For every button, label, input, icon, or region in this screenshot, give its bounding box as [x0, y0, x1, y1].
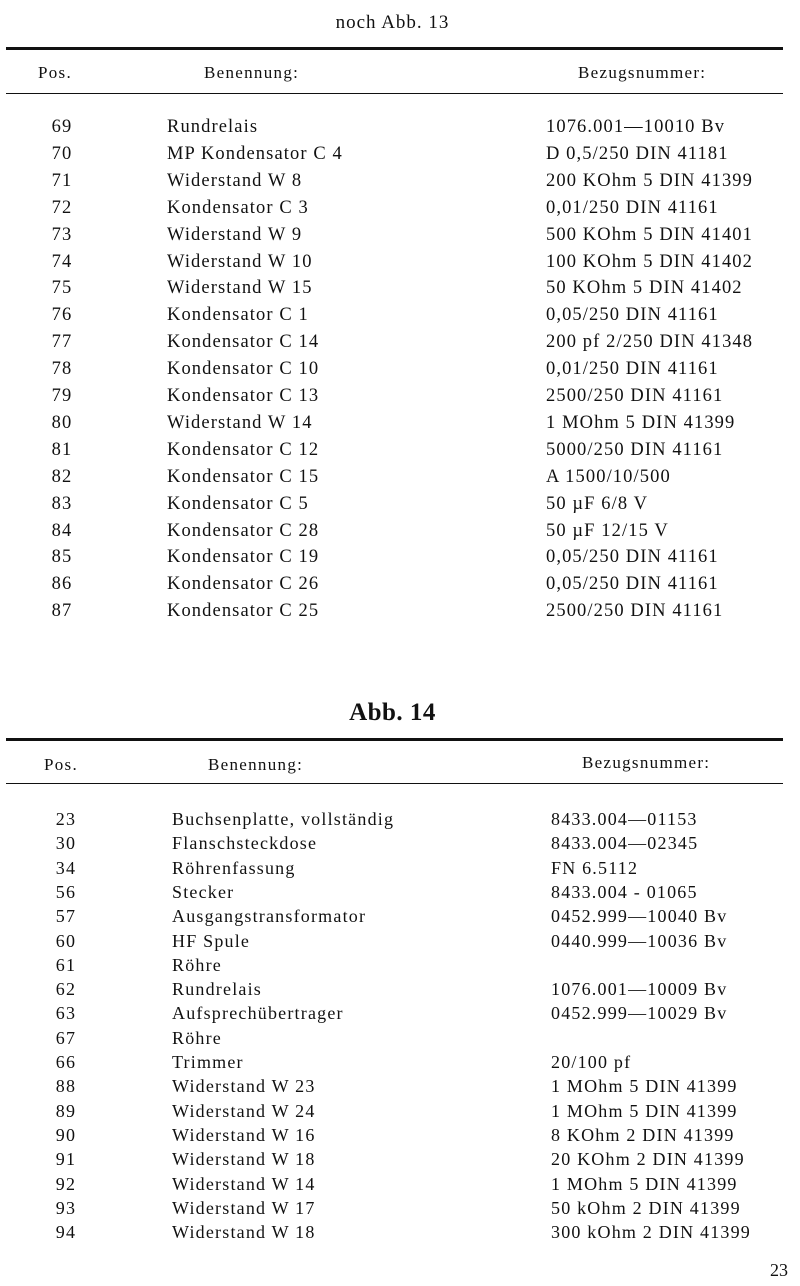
name-cell: Widerstand W 23 [172, 1076, 316, 1097]
ref-cell: 1 MOhm 5 DIN 41399 [546, 412, 736, 433]
name-cell: Widerstand W 17 [172, 1197, 316, 1218]
pos-cell: 93 [55, 1197, 77, 1218]
name-cell: Widerstand W 18 [172, 1149, 316, 1170]
ref-cell: 20 KOhm 2 DIN 41399 [551, 1149, 745, 1170]
pos-cell: 80 [51, 412, 73, 433]
pos-cell: 63 [55, 1003, 77, 1024]
pos-cell: 85 [51, 547, 73, 568]
pos-cell: 66 [55, 1052, 77, 1072]
ref-cell: 50 µF 6/8 V [546, 493, 649, 514]
pos-cell: 56 [55, 881, 77, 902]
name-cell: Ausgangstransformator [172, 906, 367, 927]
ref-cell: 2500/250 DIN 41161 [546, 386, 724, 406]
name-cell: Stecker [172, 881, 235, 902]
ref-cell: 1 MOhm 5 DIN 41399 [551, 1100, 738, 1121]
name-cell: Kondensator C 5 [167, 493, 309, 514]
name-cell: Widerstand W 9 [167, 224, 303, 245]
ref-cell: 1076.001—10010 Bv [546, 117, 726, 137]
ref-cell: 0452.999—10040 Bv [551, 906, 728, 927]
name-cell: Widerstand W 14 [172, 1173, 316, 1194]
ref-cell: 0440.999—10036 Bv [551, 930, 728, 951]
pos-cell: 23 [55, 809, 77, 829]
name-cell: Kondensator C 28 [167, 520, 320, 541]
ref-cell: 8433.004—02345 [551, 833, 699, 854]
table2-header-rule [6, 783, 783, 784]
pos-cell: 69 [51, 117, 73, 137]
name-cell: Kondensator C 3 [167, 197, 309, 218]
ref-cell: 200 pf 2/250 DIN 41348 [546, 332, 754, 353]
pos-cell: 60 [55, 930, 77, 951]
table1-header-ref: Bezugsnummer: [578, 63, 707, 82]
name-cell: Widerstand W 14 [167, 412, 313, 433]
pos-cell: 77 [51, 332, 73, 353]
pos-cell: 70 [51, 143, 73, 164]
ref-cell: 5000/250 DIN 41161 [546, 439, 724, 460]
name-cell: Rundrelais [167, 117, 259, 137]
pos-cell: 86 [51, 574, 73, 595]
table1-header-rule [6, 93, 783, 94]
name-cell: Widerstand W 24 [172, 1100, 316, 1121]
name-cell: Kondensator C 10 [167, 359, 320, 380]
ref-cell: 200 KOhm 5 DIN 41399 [546, 170, 753, 191]
pos-cell: 88 [55, 1076, 77, 1097]
ref-cell: 50 kOhm 2 DIN 41399 [551, 1197, 741, 1218]
ref-cell: FN 6.5112 [551, 857, 639, 878]
pos-cell: 91 [55, 1149, 77, 1170]
name-cell: Kondensator C 12 [167, 439, 320, 460]
ref-cell: 0452.999—10029 Bv [551, 1003, 728, 1024]
pos-cell: 81 [51, 439, 73, 460]
ref-cell: 0,05/250 DIN 41161 [546, 305, 719, 326]
pos-cell: 71 [51, 170, 73, 191]
name-cell: Röhre [172, 1027, 222, 1048]
ref-cell: 300 kOhm 2 DIN 41399 [551, 1222, 751, 1243]
ref-cell: 50 µF 12/15 V [546, 520, 669, 541]
name-cell: Kondensator C 1 [167, 305, 309, 326]
ref-cell: A 1500/10/500 [546, 466, 671, 487]
name-cell: Kondensator C 19 [167, 547, 320, 568]
pos-cell: 76 [51, 305, 73, 326]
ref-cell: 100 KOhm 5 DIN 41402 [546, 251, 753, 272]
pos-cell: 67 [55, 1027, 77, 1048]
name-cell: Buchsenplatte, vollständig [172, 809, 395, 829]
pos-cell: 74 [51, 251, 73, 272]
ref-cell: 0,01/250 DIN 41161 [546, 359, 719, 380]
ref-cell: 8433.004 - 01065 [551, 881, 698, 902]
name-cell: Flanschsteckdose [172, 833, 318, 854]
table2-top-rule [6, 738, 783, 741]
pos-cell: 94 [55, 1222, 77, 1243]
name-cell: Kondensator C 26 [167, 574, 320, 595]
name-cell: Widerstand W 16 [172, 1124, 316, 1145]
pos-cell: 57 [55, 906, 77, 927]
name-cell: Röhrenfassung [172, 857, 296, 878]
pos-cell: 75 [51, 278, 73, 299]
name-cell: Widerstand W 18 [172, 1222, 316, 1243]
ref-cell: 0,05/250 DIN 41161 [546, 547, 719, 568]
caption-noch-abb-13: noch Abb. 13 [335, 12, 450, 33]
ref-cell: D 0,5/250 DIN 41181 [546, 143, 729, 164]
name-cell: Trimmer [172, 1052, 244, 1072]
ref-cell: 1076.001—10009 Bv [551, 979, 728, 1000]
pos-cell: 83 [51, 493, 73, 514]
table2-header-pos: Pos. [44, 755, 79, 774]
pos-cell: 73 [51, 224, 73, 245]
pos-cell: 30 [55, 833, 77, 854]
name-cell: MP Kondensator C 4 [167, 143, 343, 164]
ref-cell: 20/100 pf [551, 1052, 632, 1072]
pos-cell: 72 [51, 197, 73, 218]
name-cell: HF Spule [172, 930, 251, 951]
ref-cell: 1 MOhm 5 DIN 41399 [551, 1173, 738, 1194]
name-cell: Widerstand W 10 [167, 251, 313, 272]
name-cell: Kondensator C 25 [167, 601, 320, 622]
name-cell: Widerstand W 8 [167, 170, 303, 191]
pos-cell: 82 [51, 466, 73, 487]
ref-cell: 8433.004—01153 [551, 809, 698, 829]
table2-header-name: Benennung: [208, 755, 304, 774]
pos-cell: 87 [51, 601, 73, 622]
pos-cell: 89 [55, 1100, 77, 1121]
page-number: 23 [770, 1260, 788, 1280]
pos-cell: 78 [51, 359, 73, 380]
caption-abb-14: Abb. 14 [349, 699, 436, 726]
table2-header-ref: Bezugsnummer: [582, 753, 711, 772]
table1-top-rule [6, 47, 783, 50]
name-cell: Kondensator C 14 [167, 332, 320, 353]
table1-header-pos: Pos. [38, 63, 73, 82]
ref-cell: 50 KOhm 5 DIN 41402 [546, 278, 743, 299]
name-cell: Rundrelais [172, 979, 262, 1000]
ref-cell: 1 MOhm 5 DIN 41399 [551, 1076, 738, 1097]
name-cell: Kondensator C 15 [167, 466, 320, 487]
ref-cell: 0,01/250 DIN 41161 [546, 197, 719, 218]
pos-cell: 84 [51, 520, 73, 541]
pos-cell: 61 [55, 954, 77, 975]
pos-cell: 90 [55, 1124, 77, 1145]
name-cell: Röhre [172, 954, 222, 975]
name-cell: Kondensator C 13 [167, 386, 320, 406]
table1-header-name: Benennung: [204, 63, 300, 82]
name-cell: Widerstand W 15 [167, 278, 313, 299]
ref-cell: 500 KOhm 5 DIN 41401 [546, 224, 753, 245]
ref-cell: 0,05/250 DIN 41161 [546, 574, 719, 595]
pos-cell: 79 [51, 386, 73, 406]
pos-cell: 34 [55, 857, 77, 878]
ref-cell: 2500/250 DIN 41161 [546, 601, 724, 622]
pos-cell: 62 [55, 979, 77, 1000]
ref-cell: 8 KOhm 2 DIN 41399 [551, 1124, 735, 1145]
pos-cell: 92 [55, 1173, 77, 1194]
name-cell: Aufsprechübertrager [172, 1003, 344, 1024]
